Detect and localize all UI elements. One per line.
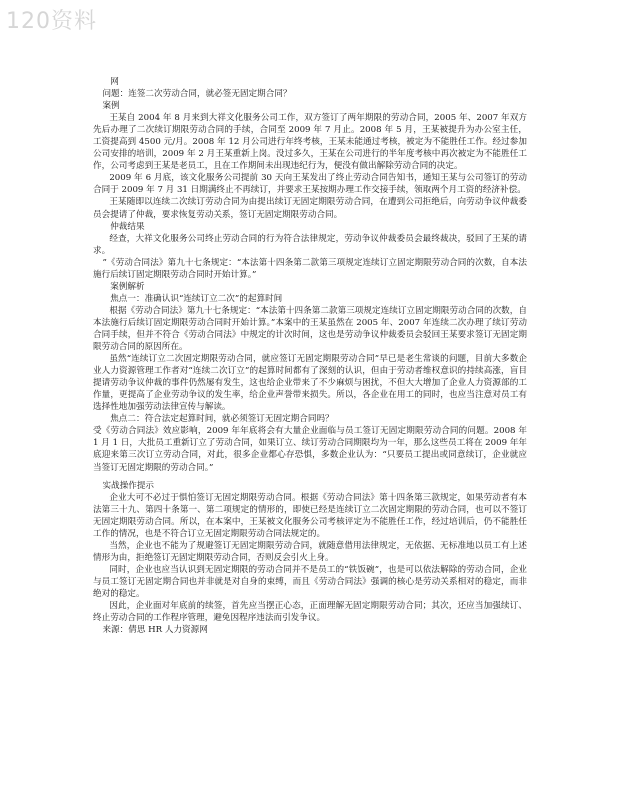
case-paragraph-2: 2009 年 6 月底，该文化服务公司提前 30 天向王某发出了终止劳动合同告知书，通知王某与公司签订的劳动合同于 2009 年 7 月 31 日期满终止不再续订，并要求王某按期办理工作交接手续，领取两个月工资的经济补偿。: [93, 173, 527, 196]
site-label: 网: [110, 77, 119, 87]
analysis-heading: 案例解析: [110, 281, 145, 292]
tips-paragraph-3: 同时，企业也应当认识到无固定期限的劳动合同并不是员工的“铁饭碗”，也是可以依法解除的劳动合同，企业与员工签订无固定期合同也并非就是对自身的束缚，而且《劳动合同法》强调的核心是劳动关系相对的稳定，而非绝对的稳定。: [93, 564, 527, 599]
tips-paragraph-1: 企业大可不必过于惧怕签订无固定期限劳动合同。根据《劳动合同法》第十四条第三款规定，如果劳动者有本法第三十九、第四十条第一、第二项规定的情形的，即使已经是连续订立二次固定期限的劳动合同，也可以不签订无固定期限劳动合同。所以，在本案中，王某被文化服务公司考核评定为不能胜任工作，经过培训后，仍不能胜任工作的情况，也是不符合订立无固定期限劳动合同法规定的。: [93, 492, 527, 539]
tips-paragraph-4: 因此，企业面对年底前的续签，首先应当摆正心态，正面理解无固定期限劳动合同；其次，还应当加强续订、终止劳动合同的工作程序管理，避免因程序违法而引发争议。: [93, 601, 527, 624]
result-heading: 仲裁结果: [110, 221, 145, 232]
source-line: 来源：倩思 HR 人力资源网: [102, 625, 208, 636]
focus-2-heading: 焦点二：符合法定起算时间，就必须签订无固定期合同吗？: [110, 414, 334, 425]
document-body: [93, 76, 527, 636]
question-line: 问题：连签二次劳动合同，就必签无固定期合同？: [102, 89, 292, 100]
focus-1-paragraph-2: 虽然“连续订立二次固定期限劳动合同，就应签订无固定期限劳动合同”早已是老生常谈的问题，目前大多数企业人力资源管理工作者对“连续二次订立”的起算时间都有了深刻的认识，但由于劳动者维权意识的持续高涨，盲目提请劳动争议仲裁的事件仍然屡有发生，这也给企业带来了不少麻烦与困扰，不但大大增加了企业人力资源部的工作量，更提高了企业劳动争议的发生率，给企业声誉带来损失。所以，各企业在用工的同时，也应当注意对员工有选择性地加强劳动法律宣传与解读。: [93, 354, 527, 413]
focus-2-paragraph: 受《劳动合同法》效应影响，2009 年年底将会有大量企业面临与员工签订无固定期限劳动合同的问题。2008 年 1 月 1 日，大批员工重新订立了劳动合同，如果订立、续订劳动合同期限均为一年，那么这些员工将在 2009 年年底迎来第三次订立劳动合同，对此，很多企业都心存恐惧，多数企业认为：“只要员工提出或同意续订，企业就应当签订无固定期限的劳动合同。”: [93, 426, 527, 473]
tips-paragraph-2: 当然，企业也不能为了规避签订无固定期限劳动合同，就随意借用法律规定，无依据、无标准地以员工有上述情形为由，拒绝签订无固定期限劳动合同，否则反会引火上身。: [93, 540, 527, 563]
case-paragraph-1: 王某自 2004 年 8 月来到大祥文化服务公司工作，双方签订了两年期限的劳动合同，2005 年、2007 年双方先后办理了二次续订期限劳动合同的手续，合同至 2009 年 7 月止。2008 年 5 月，王某被提升为办公室主任，工资提高到 4500 元/月。2008 年 12 月公司进行年终考核，王某未能通过考核，被定为不能胜任工作。经过参加公司安排的培训，2009 年 2 月王某重新上岗。没过多久，王某在公司进行的半年度考核中再次被定为不能胜任工作，公司考虑到王某是老员工，且在工作期间未出现违纪行为，便没有做出解除劳动合同的决定。: [93, 113, 527, 172]
case-heading: 案例: [102, 101, 120, 112]
result-paragraph: 经查，大祥文化服务公司终止劳动合同的行为符合法律规定，劳动争议仲裁委员会最终裁决，驳回了王某的请求。: [93, 233, 527, 256]
focus-1-heading: 焦点一：准确认识“连续订立二次”的起算时间: [110, 293, 283, 304]
tips-heading: 实战操作提示: [102, 480, 155, 491]
watermark-logo: 120资料: [6, 9, 97, 34]
focus-1-paragraph-1: 根据《劳动合同法》第九十七条规定：“本法第十四条第二款第三项规定连续订立固定期限劳动合同的次数，自本法施行后续订固定期限劳动合同时开始计算。”本案中的王某虽然在 2005 年、2007 年连续二次办理了续订劳动合同手续，但并不符合《劳动合同法》中规定的计次时间，这也是劳动争议仲裁委员会驳回王某要求签订无固定期限劳动合同的原因所在。: [93, 305, 527, 353]
case-paragraph-3: 王某随即以连续二次续订劳动合同为由提出续订无固定期限劳动合同，在遭到公司拒绝后，向劳动争议仲裁委员会提请了仲裁，要求恢复劳动关系，签订无固定期限劳动合同。: [93, 197, 527, 220]
law-quote: ”《劳动合同法》第九十七条规定：“本法第十四条第二款第三项规定连续订立固定期限劳动合同的次数，自本法施行后续订固定期限劳动合同时开始计算。”: [93, 257, 527, 280]
